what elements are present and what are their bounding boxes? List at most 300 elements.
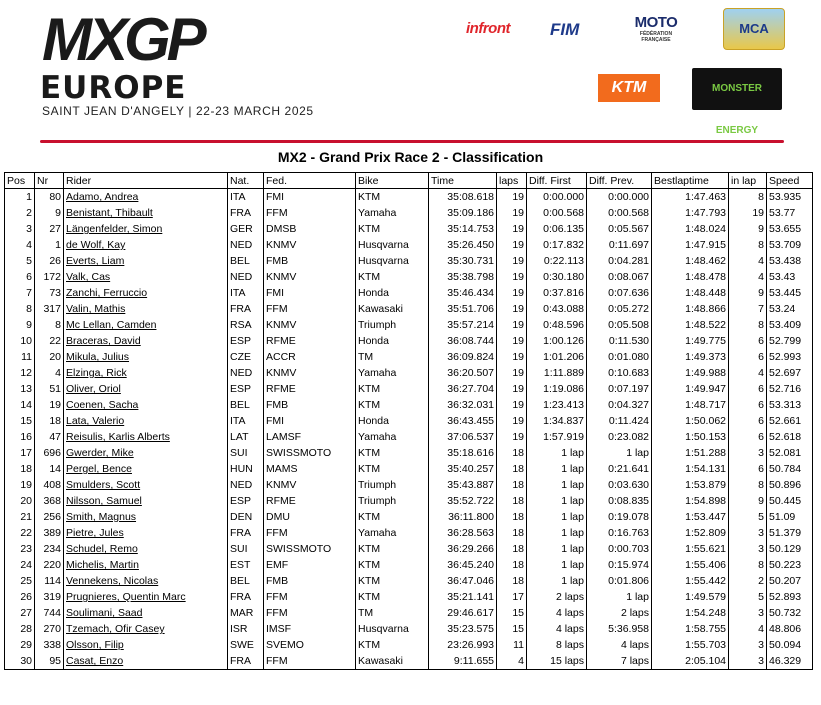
cell-diff-first: 1:34.837 (527, 413, 587, 429)
cell-nat: RSA (228, 317, 264, 333)
cell-laps: 19 (497, 285, 527, 301)
cell-nr: 408 (35, 477, 64, 493)
cell-bike: Husqvarna (356, 237, 429, 253)
cell-pos: 4 (5, 237, 35, 253)
cell-bestlaptime: 1:50.062 (652, 413, 729, 429)
cell-diff-prev: 0:23.082 (587, 429, 652, 445)
cell-rider[interactable]: Elzinga, Rick (64, 365, 228, 381)
cell-bike: KTM (356, 269, 429, 285)
cell-diff-prev: 0:11.697 (587, 237, 652, 253)
cell-rider[interactable]: Vennekens, Nicolas (64, 573, 228, 589)
cell-in-lap: 6 (729, 429, 767, 445)
cell-diff-first: 0:00.000 (527, 189, 587, 206)
cell-time: 35:30.731 (429, 253, 497, 269)
cell-fed: LAMSF (264, 429, 356, 445)
cell-nr: 51 (35, 381, 64, 397)
cell-bestlaptime: 1:50.153 (652, 429, 729, 445)
cell-diff-first: 4 laps (527, 621, 587, 637)
cell-laps: 19 (497, 269, 527, 285)
cell-bestlaptime: 1:48.448 (652, 285, 729, 301)
cell-bike: KTM (356, 189, 429, 206)
cell-fed: RFME (264, 381, 356, 397)
cell-nat: ESP (228, 333, 264, 349)
cell-rider[interactable]: Oliver, Oriol (64, 381, 228, 397)
cell-bestlaptime: 1:54.131 (652, 461, 729, 477)
cell-nat: NED (228, 477, 264, 493)
ffm-logo-text: MOTO (634, 14, 678, 31)
cell-pos: 23 (5, 541, 35, 557)
cell-speed: 51.379 (767, 525, 813, 541)
cell-rider[interactable]: Smulders, Scott (64, 477, 228, 493)
cell-speed: 50.784 (767, 461, 813, 477)
column-header-pos: Pos (5, 173, 35, 189)
cell-rider[interactable]: Zanchi, Ferruccio (64, 285, 228, 301)
cell-in-lap: 9 (729, 285, 767, 301)
cell-nat: BEL (228, 573, 264, 589)
cell-in-lap: 8 (729, 317, 767, 333)
cell-pos: 25 (5, 573, 35, 589)
cell-laps: 18 (497, 525, 527, 541)
table-row (5, 253, 813, 269)
table-row (5, 189, 813, 206)
cell-bike: TM (356, 605, 429, 621)
cell-nat: LAT (228, 429, 264, 445)
cell-in-lap: 6 (729, 413, 767, 429)
cell-time: 35:21.141 (429, 589, 497, 605)
cell-in-lap: 3 (729, 637, 767, 653)
cell-in-lap: 9 (729, 221, 767, 237)
cell-rider[interactable]: Prugnieres, Quentin Marc (64, 589, 228, 605)
cell-nr: 234 (35, 541, 64, 557)
cell-diff-first: 1:11.889 (527, 365, 587, 381)
cell-laps: 19 (497, 221, 527, 237)
fim-logo: FIM (550, 20, 580, 39)
cell-nat: MAR (228, 605, 264, 621)
cell-nr: 172 (35, 269, 64, 285)
cell-diff-first: 1 lap (527, 557, 587, 573)
cell-fed: KNMV (264, 477, 356, 493)
cell-speed: 53.655 (767, 221, 813, 237)
cell-laps: 19 (497, 205, 527, 221)
table-row (5, 461, 813, 477)
cell-fed: FFM (264, 589, 356, 605)
cell-bestlaptime: 1:55.442 (652, 573, 729, 589)
cell-in-lap: 8 (729, 189, 767, 206)
cell-nat: SWE (228, 637, 264, 653)
cell-bike: Yamaha (356, 205, 429, 221)
cell-laps: 19 (497, 381, 527, 397)
table-row (5, 653, 813, 670)
cell-pos: 2 (5, 205, 35, 221)
cell-time: 35:08.618 (429, 189, 497, 206)
cell-bike: KTM (356, 445, 429, 461)
cell-bestlaptime: 1:47.793 (652, 205, 729, 221)
cell-pos: 18 (5, 461, 35, 477)
cell-bestlaptime: 1:48.024 (652, 221, 729, 237)
cell-diff-prev: 0:16.763 (587, 525, 652, 541)
cell-speed: 53.24 (767, 301, 813, 317)
cell-diff-prev: 1 lap (587, 589, 652, 605)
cell-diff-prev: 0:01.806 (587, 573, 652, 589)
cell-rider[interactable]: Reisulis, Karlis Alberts (64, 429, 228, 445)
cell-fed: SVEMO (264, 637, 356, 653)
cell-speed: 53.43 (767, 269, 813, 285)
cell-rider[interactable]: Smith, Magnus (64, 509, 228, 525)
cell-bike: Yamaha (356, 429, 429, 445)
cell-in-lap: 6 (729, 461, 767, 477)
cell-laps: 19 (497, 237, 527, 253)
cell-fed: MAMS (264, 461, 356, 477)
table-row (5, 557, 813, 573)
cell-fed: KNMV (264, 269, 356, 285)
cell-bike: Honda (356, 285, 429, 301)
cell-bike: Kawasaki (356, 301, 429, 317)
cell-rider[interactable]: Pietre, Jules (64, 525, 228, 541)
cell-nat: HUN (228, 461, 264, 477)
table-row (5, 317, 813, 333)
cell-fed: FFM (264, 605, 356, 621)
cell-rider[interactable]: Everts, Liam (64, 253, 228, 269)
cell-rider[interactable]: Nilsson, Samuel (64, 493, 228, 509)
cell-fed: ACCR (264, 349, 356, 365)
cell-laps: 15 (497, 621, 527, 637)
column-header-laps: laps (497, 173, 527, 189)
cell-laps: 18 (497, 477, 527, 493)
cell-pos: 20 (5, 493, 35, 509)
cell-pos: 24 (5, 557, 35, 573)
table-row (5, 381, 813, 397)
table-row (5, 637, 813, 653)
cell-bike: Yamaha (356, 525, 429, 541)
cell-time: 35:57.214 (429, 317, 497, 333)
cell-in-lap: 3 (729, 541, 767, 557)
cell-time: 35:52.722 (429, 493, 497, 509)
cell-laps: 19 (497, 349, 527, 365)
cell-nat: NED (228, 365, 264, 381)
cell-rider[interactable]: Tzemach, Ofir Casey (64, 621, 228, 637)
cell-diff-prev: 0:08.067 (587, 269, 652, 285)
cell-rider[interactable]: Valk, Cas (64, 269, 228, 285)
cell-in-lap: 5 (729, 509, 767, 525)
cell-nr: 270 (35, 621, 64, 637)
cell-bike: KTM (356, 221, 429, 237)
cell-fed: RFME (264, 493, 356, 509)
cell-laps: 11 (497, 637, 527, 653)
cell-bestlaptime: 1:49.988 (652, 365, 729, 381)
cell-time: 29:46.617 (429, 605, 497, 621)
cell-laps: 18 (497, 557, 527, 573)
cell-diff-first: 1 lap (527, 477, 587, 493)
cell-bike: Triumph (356, 493, 429, 509)
table-row (5, 477, 813, 493)
column-header-bike: Bike (356, 173, 429, 189)
cell-bike: KTM (356, 397, 429, 413)
cell-bike: KTM (356, 589, 429, 605)
cell-diff-first: 0:48.596 (527, 317, 587, 333)
cell-rider[interactable]: Adamo, Andrea (64, 189, 228, 206)
cell-speed: 50.223 (767, 557, 813, 573)
cell-pos: 22 (5, 525, 35, 541)
cell-rider[interactable]: Valin, Mathis (64, 301, 228, 317)
cell-diff-prev: 0:04.281 (587, 253, 652, 269)
cell-speed: 51.09 (767, 509, 813, 525)
cell-bestlaptime: 1:52.809 (652, 525, 729, 541)
cell-laps: 18 (497, 573, 527, 589)
cell-speed: 52.697 (767, 365, 813, 381)
cell-pos: 28 (5, 621, 35, 637)
table-row (5, 605, 813, 621)
cell-speed: 50.896 (767, 477, 813, 493)
cell-rider[interactable]: Schudel, Remo (64, 541, 228, 557)
cell-pos: 9 (5, 317, 35, 333)
cell-fed: RFME (264, 333, 356, 349)
cell-nr: 26 (35, 253, 64, 269)
cell-diff-first: 1 lap (527, 509, 587, 525)
event-subtitle: SAINT JEAN D'ANGELY | 22-23 MARCH 2025 (42, 104, 314, 118)
cell-speed: 53.409 (767, 317, 813, 333)
cell-fed: FFM (264, 653, 356, 670)
cell-nat: FRA (228, 525, 264, 541)
cell-nat: ESP (228, 493, 264, 509)
cell-speed: 50.129 (767, 541, 813, 557)
cell-diff-prev: 0:05.508 (587, 317, 652, 333)
cell-diff-prev: 4 laps (587, 637, 652, 653)
cell-in-lap: 4 (729, 621, 767, 637)
cell-bike: Husqvarna (356, 621, 429, 637)
cell-fed: FMI (264, 413, 356, 429)
infront-logo: infront (466, 20, 510, 37)
cell-laps: 19 (497, 413, 527, 429)
cell-bike: Triumph (356, 477, 429, 493)
cell-diff-prev: 0:11.424 (587, 413, 652, 429)
cell-diff-first: 1 lap (527, 525, 587, 541)
cell-laps: 19 (497, 397, 527, 413)
cell-nr: 9 (35, 205, 64, 221)
cell-rider[interactable]: Lata, Valerio (64, 413, 228, 429)
cell-nat: EST (228, 557, 264, 573)
cell-rider[interactable]: Michelis, Martin (64, 557, 228, 573)
cell-bestlaptime: 1:47.915 (652, 237, 729, 253)
cell-nr: 22 (35, 333, 64, 349)
cell-nr: 19 (35, 397, 64, 413)
cell-bike: KTM (356, 509, 429, 525)
cell-fed: KNMV (264, 317, 356, 333)
cell-speed: 52.716 (767, 381, 813, 397)
cell-speed: 52.799 (767, 333, 813, 349)
cell-rider[interactable]: Mikula, Julius (64, 349, 228, 365)
cell-speed: 52.081 (767, 445, 813, 461)
cell-diff-first: 1 lap (527, 461, 587, 477)
cell-in-lap: 3 (729, 653, 767, 670)
table-row (5, 541, 813, 557)
cell-nr: 18 (35, 413, 64, 429)
cell-in-lap: 19 (729, 205, 767, 221)
cell-nr: 389 (35, 525, 64, 541)
cell-fed: FFM (264, 525, 356, 541)
cell-bestlaptime: 1:49.775 (652, 333, 729, 349)
cell-bike: Yamaha (356, 365, 429, 381)
cell-speed: 53.77 (767, 205, 813, 221)
cell-diff-prev: 7 laps (587, 653, 652, 670)
cell-time: 23:26.993 (429, 637, 497, 653)
cell-diff-first: 1 lap (527, 573, 587, 589)
mxgp-logo-text: MXGP (42, 6, 203, 70)
cell-rider[interactable]: Coenen, Sacha (64, 397, 228, 413)
cell-speed: 50.732 (767, 605, 813, 621)
cell-bike: KTM (356, 637, 429, 653)
cell-time: 36:27.704 (429, 381, 497, 397)
cell-bestlaptime: 1:48.522 (652, 317, 729, 333)
cell-nr: 744 (35, 605, 64, 621)
ffm-logo-subtext: FÉDÉRATION FRANÇAISE (639, 31, 673, 43)
mxgp-logo (40, 6, 260, 70)
table-row (5, 285, 813, 301)
cell-diff-first: 2 laps (527, 589, 587, 605)
cell-bestlaptime: 1:55.406 (652, 557, 729, 573)
cell-speed: 50.207 (767, 573, 813, 589)
cell-time: 36:11.800 (429, 509, 497, 525)
cell-fed: EMF (264, 557, 356, 573)
table-row (5, 205, 813, 221)
cell-speed: 52.618 (767, 429, 813, 445)
cell-laps: 18 (497, 509, 527, 525)
table-row (5, 397, 813, 413)
cell-pos: 8 (5, 301, 35, 317)
cell-diff-prev: 1 lap (587, 445, 652, 461)
cell-rider[interactable]: Gwerder, Mike (64, 445, 228, 461)
mca-logo: MCA (723, 8, 785, 50)
cell-laps: 15 (497, 605, 527, 621)
cell-nr: 114 (35, 573, 64, 589)
cell-rider[interactable]: Pergel, Bence (64, 461, 228, 477)
cell-laps: 18 (497, 493, 527, 509)
cell-pos: 13 (5, 381, 35, 397)
column-header-diff-prev: Diff. Prev. (587, 173, 652, 189)
cell-time: 9:11.655 (429, 653, 497, 670)
cell-fed: FMB (264, 253, 356, 269)
cell-bestlaptime: 1:49.947 (652, 381, 729, 397)
cell-laps: 18 (497, 445, 527, 461)
cell-diff-prev: 0:10.683 (587, 365, 652, 381)
table-row (5, 509, 813, 525)
cell-nat: FRA (228, 301, 264, 317)
cell-in-lap: 4 (729, 253, 767, 269)
cell-diff-prev: 0:11.530 (587, 333, 652, 349)
cell-pos: 27 (5, 605, 35, 621)
cell-bestlaptime: 1:53.447 (652, 509, 729, 525)
cell-diff-prev: 0:01.080 (587, 349, 652, 365)
cell-diff-prev: 0:07.636 (587, 285, 652, 301)
cell-bestlaptime: 1:55.621 (652, 541, 729, 557)
cell-bestlaptime: 1:54.248 (652, 605, 729, 621)
cell-laps: 17 (497, 589, 527, 605)
cell-time: 35:18.616 (429, 445, 497, 461)
cell-in-lap: 5 (729, 589, 767, 605)
cell-bike: Honda (356, 413, 429, 429)
cell-time: 35:14.753 (429, 221, 497, 237)
cell-nat: SUI (228, 541, 264, 557)
cell-nat: NED (228, 237, 264, 253)
cell-rider[interactable]: Benistant, Thibault (64, 205, 228, 221)
cell-time: 36:09.824 (429, 349, 497, 365)
cell-laps: 19 (497, 317, 527, 333)
cell-diff-first: 1 lap (527, 493, 587, 509)
cell-rider[interactable]: Olsson, Filip (64, 637, 228, 653)
cell-rider[interactable]: Braceras, David (64, 333, 228, 349)
cell-rider[interactable]: Mc Lellan, Camden (64, 317, 228, 333)
cell-diff-first: 8 laps (527, 637, 587, 653)
cell-in-lap: 8 (729, 477, 767, 493)
cell-pos: 6 (5, 269, 35, 285)
cell-nat: ESP (228, 381, 264, 397)
cell-time: 36:29.266 (429, 541, 497, 557)
table-row (5, 493, 813, 509)
cell-diff-first: 1 lap (527, 541, 587, 557)
cell-bestlaptime: 1:54.898 (652, 493, 729, 509)
cell-bike: KTM (356, 557, 429, 573)
cell-diff-first: 15 laps (527, 653, 587, 670)
cell-time: 37:06.537 (429, 429, 497, 445)
cell-rider[interactable]: Längenfelder, Simon (64, 221, 228, 237)
cell-rider[interactable]: Casat, Enzo (64, 653, 228, 670)
cell-diff-prev: 0:00.568 (587, 205, 652, 221)
cell-nr: 696 (35, 445, 64, 461)
cell-bike: KTM (356, 461, 429, 477)
cell-nat: NED (228, 269, 264, 285)
cell-rider[interactable]: de Wolf, Kay (64, 237, 228, 253)
cell-speed: 53.709 (767, 237, 813, 253)
cell-diff-first: 1:00.126 (527, 333, 587, 349)
column-header-in-lap: in lap (729, 173, 767, 189)
cell-bike: KTM (356, 573, 429, 589)
cell-fed: FMI (264, 285, 356, 301)
table-row (5, 413, 813, 429)
cell-pos: 19 (5, 477, 35, 493)
cell-nr: 14 (35, 461, 64, 477)
cell-nr: 368 (35, 493, 64, 509)
cell-diff-first: 0:06.135 (527, 221, 587, 237)
cell-diff-prev: 0:21.641 (587, 461, 652, 477)
cell-in-lap: 2 (729, 573, 767, 589)
cell-diff-prev: 0:00.000 (587, 189, 652, 206)
cell-bestlaptime: 1:53.879 (652, 477, 729, 493)
cell-speed: 52.893 (767, 589, 813, 605)
cell-in-lap: 8 (729, 557, 767, 573)
table-row (5, 429, 813, 445)
cell-diff-first: 4 laps (527, 605, 587, 621)
header (0, 0, 821, 145)
cell-nat: ITA (228, 285, 264, 301)
cell-nr: 27 (35, 221, 64, 237)
cell-in-lap: 6 (729, 349, 767, 365)
cell-in-lap: 4 (729, 365, 767, 381)
header-divider (40, 140, 784, 143)
cell-nr: 338 (35, 637, 64, 653)
cell-nat: ITA (228, 413, 264, 429)
cell-bike: Honda (356, 333, 429, 349)
cell-nr: 220 (35, 557, 64, 573)
cell-laps: 19 (497, 365, 527, 381)
cell-nr: 317 (35, 301, 64, 317)
cell-time: 36:28.563 (429, 525, 497, 541)
cell-in-lap: 3 (729, 445, 767, 461)
cell-in-lap: 8 (729, 237, 767, 253)
cell-speed: 53.313 (767, 397, 813, 413)
cell-rider[interactable]: Soulimani, Saad (64, 605, 228, 621)
cell-time: 35:09.186 (429, 205, 497, 221)
cell-pos: 16 (5, 429, 35, 445)
table-row (5, 365, 813, 381)
